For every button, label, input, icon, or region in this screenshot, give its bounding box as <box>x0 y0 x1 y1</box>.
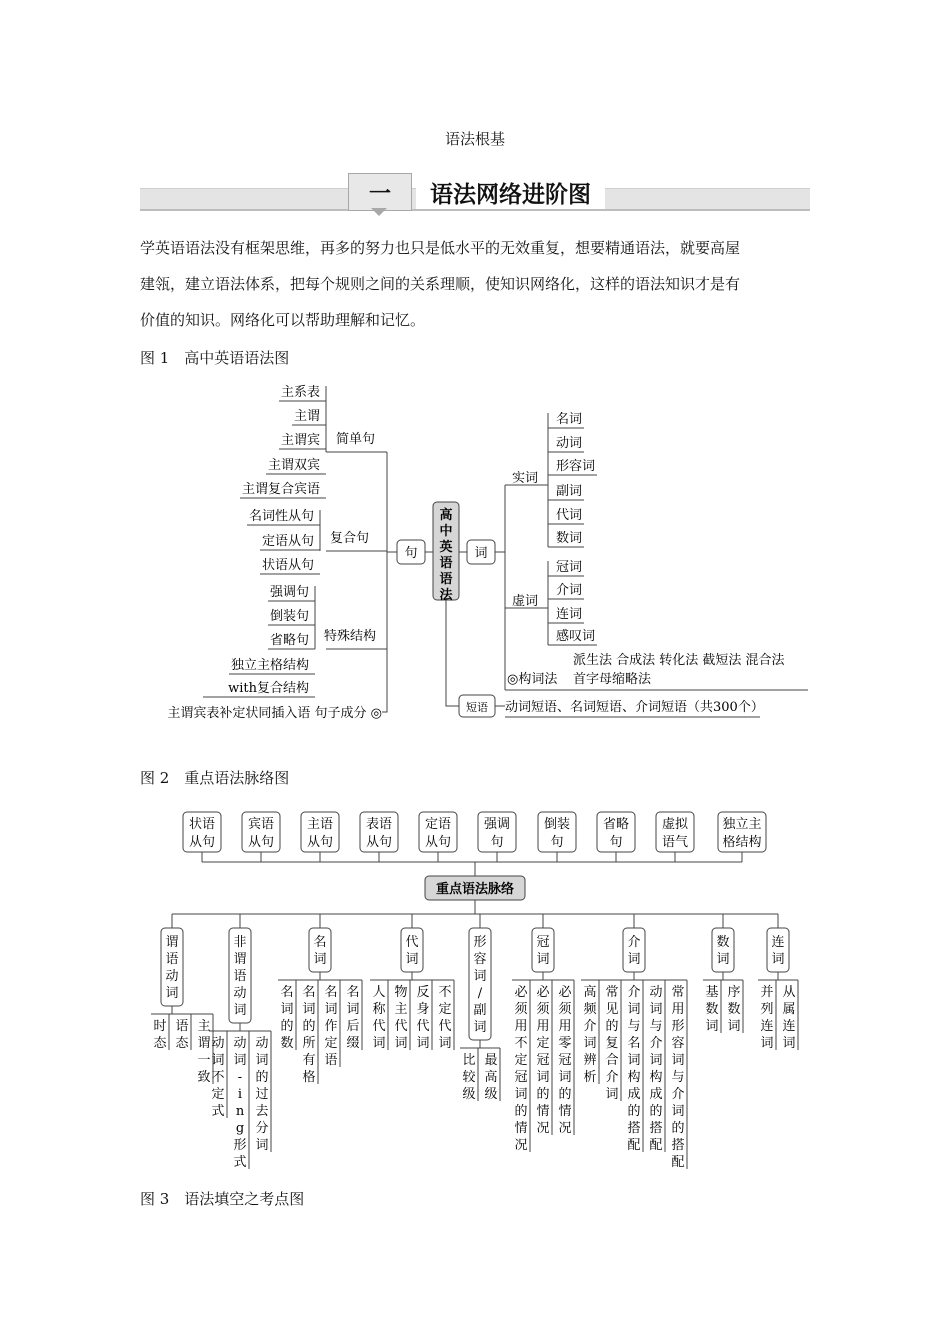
intro-line-3: 价值的知识。网络化可以帮助理解和记忆。 <box>140 311 426 329</box>
fig2-sub-char: 词 <box>583 1036 597 1051</box>
intro-line-2: 建瓴，建立语法体系，把每个规则之间的关系理顺，使知识网络化，这样的语法知识才是有 <box>140 275 741 293</box>
fig1-simple-item: 主谓复合宾语 <box>241 482 320 497</box>
fig2-sub-char: 介 <box>649 1036 663 1051</box>
fig2-sub-char: 代 <box>438 1019 452 1034</box>
fig2-sub-char: 须 <box>536 1002 550 1017</box>
fig2-top-box-line1: 倒装 <box>543 817 571 832</box>
fig1-special-item: 倒装句 <box>269 609 309 624</box>
fig2-sub-char: 况 <box>558 1121 572 1136</box>
fig2-sub-char: 高 <box>583 985 597 1000</box>
fig1-simple-item: 主谓双宾 <box>267 458 320 473</box>
fig2-col-title-char: 词 <box>771 952 785 967</box>
fig2-sub-char: i <box>237 1087 243 1102</box>
fig2-top-box-line2: 从句 <box>365 835 393 850</box>
fig2-sub-char: 时 <box>153 1019 167 1034</box>
fig2-sub-char: 冠 <box>536 1053 550 1068</box>
fig2-sub-char: 成 <box>627 1087 641 1102</box>
fig2-sub-char: n <box>235 1104 245 1119</box>
fig2-sub-char: 连 <box>760 1019 774 1034</box>
fig2-sub-char: 动 <box>649 985 663 1000</box>
fig2-sub-char: g <box>235 1121 245 1136</box>
fig2-sub-char: 用 <box>558 1019 572 1034</box>
fig2-sub-char: 式 <box>211 1104 225 1119</box>
fig2-col-title-char: 词 <box>473 969 487 984</box>
fig2-sub-char: 复 <box>605 1036 619 1051</box>
fig2-col-title-char: 容 <box>473 952 487 967</box>
fig2-sub-char: 的 <box>514 1104 528 1119</box>
fig2-top-box-line1: 独立主 <box>722 817 762 832</box>
fig2-sub-char: 分 <box>255 1121 269 1136</box>
fig2-sub-char: 级 <box>462 1087 476 1102</box>
fig1-center-char: 高 <box>439 508 453 523</box>
fig2-col-title-char: 谓 <box>165 935 179 950</box>
fig2-sub-char: 词 <box>416 1036 430 1051</box>
fig1-formation-line2: 首字母缩略法 <box>573 672 652 687</box>
fig1-content-item: 数词 <box>556 531 583 546</box>
fig1-special-item: 强调句 <box>269 585 309 600</box>
fig2-sub-char: 基 <box>705 985 719 1000</box>
fig2-sub-char: 不 <box>514 1036 528 1051</box>
fig2-sub-char: 词 <box>255 1138 269 1153</box>
fig1-center-char: 语 <box>439 572 453 587</box>
fig2-sub-char: 构 <box>627 1070 641 1085</box>
fig1-special-label: 特殊结构 <box>324 629 377 644</box>
fig2-sub-char: 缀 <box>346 1036 360 1051</box>
fig2-sub-char: 用 <box>514 1019 528 1034</box>
fig2-col-title-char: 词 <box>405 952 419 967</box>
fig1-complex-item: 状语从句 <box>261 558 314 573</box>
fig2-sub-char: 词 <box>514 1087 528 1102</box>
fig2-sub-char: 动 <box>211 1036 225 1051</box>
fig2-sub-char: 反 <box>416 985 430 1000</box>
fig2-sub-char: 冠 <box>558 1053 572 1068</box>
fig2-col-title-char: 词 <box>536 952 550 967</box>
fig2-sub-char: 比 <box>462 1053 476 1068</box>
fig2-sub-char: 词 <box>280 1002 294 1017</box>
fig1-content-label: 实词 <box>512 471 539 486</box>
fig2-sub-char: 的 <box>280 1019 294 1034</box>
fig2-sub-char: 词 <box>605 1087 619 1102</box>
fig1-content-item: 代词 <box>556 508 583 523</box>
fig2-col-title-char: 副 <box>473 1003 487 1018</box>
fig2-sub-char: 的 <box>255 1070 269 1085</box>
fig2-sub-char: 词 <box>536 1070 550 1085</box>
fig2-sub-char: 析 <box>583 1070 597 1085</box>
fig2-sub-char: 一 <box>197 1053 211 1068</box>
fig2-sub-char: 介 <box>627 985 641 1000</box>
fig2-sub-char: 词 <box>671 1104 685 1119</box>
fig2-sub-char: 情 <box>514 1121 528 1136</box>
fig2-sub-char: 过 <box>255 1087 269 1102</box>
fig2-sub-char: 动 <box>255 1036 269 1051</box>
fig2-sub-char: 必 <box>558 985 572 1000</box>
fig2-top-box-line2: 语气 <box>661 835 689 850</box>
fig2-sub-char: 词 <box>211 1053 225 1068</box>
fig2-sub-char: 定 <box>536 1036 550 1051</box>
fig2-sub-char: 形 <box>671 1019 685 1034</box>
fig2-col-title-char: 介 <box>627 935 641 950</box>
fig1-function-item: 介词 <box>556 583 583 598</box>
fig1-special-item: 独立主格结构 <box>230 658 309 673</box>
fig1-center-char: 英 <box>439 540 453 555</box>
fig1-function-item: 感叹词 <box>556 629 596 644</box>
fig2-sub-char: 较 <box>462 1070 476 1085</box>
fig1-center-char: 中 <box>439 524 453 539</box>
fig2-sub-char: 况 <box>514 1138 528 1153</box>
fig2-top-box-line1: 强调 <box>483 817 511 832</box>
fig2-sub-char: 词 <box>782 1036 796 1051</box>
fig1-simple-item: 主谓 <box>293 409 320 424</box>
fig2-sub-char: 从 <box>782 985 796 1000</box>
fig2-sub-char: 词 <box>627 1002 641 1017</box>
fig2-sub-char: 用 <box>536 1019 550 1034</box>
fig2-sub-char: 名 <box>280 985 294 1000</box>
fig2-sub-char: 有 <box>302 1053 316 1068</box>
fig2-sub-char: 配 <box>649 1138 663 1153</box>
fig2-sub-char: 的 <box>671 1121 685 1136</box>
fig1-word-label: 词 <box>474 546 488 561</box>
fig2-sub-char: 零 <box>558 1036 572 1051</box>
section-title: 语法网络进阶图 <box>416 176 605 209</box>
fig1-function-item: 连词 <box>556 607 583 622</box>
fig2-sub-char: 代 <box>416 1019 430 1034</box>
fig2-sub-char: 代 <box>372 1019 386 1034</box>
fig2-sub-char: 的 <box>558 1087 572 1102</box>
fig1-formation-line1: 派生法 合成法 转化法 截短法 混合法 <box>573 653 785 668</box>
fig2-sub-char: 不 <box>438 985 452 1000</box>
fig2-sub-char: 高 <box>484 1070 498 1085</box>
fig1-simple-label: 简单句 <box>336 432 376 447</box>
fig2-sub-char: 所 <box>302 1036 316 1051</box>
fig2-sub-char: 构 <box>649 1070 663 1085</box>
fig2-sub-char: 并 <box>760 985 774 1000</box>
fig2-col-title-char: / <box>477 986 483 1001</box>
fig1-phrase-label: 短语 <box>466 701 488 714</box>
fig2-top-box-line2: 句 <box>609 835 623 850</box>
fig2-sub-char: 介 <box>605 1070 619 1085</box>
fig1-content-item: 动词 <box>556 436 583 451</box>
fig2-sub-char: 最 <box>484 1053 498 1068</box>
fig2-sub-char: 见 <box>605 1002 619 1017</box>
fig2-top-box-line2: 从句 <box>424 835 452 850</box>
fig2-sub-char: 数 <box>705 1002 719 1017</box>
fig2-sub-char: 词 <box>649 1053 663 1068</box>
fig2-caption: 图 2 重点语法脉络图 <box>140 769 290 787</box>
fig2-sub-char: 名 <box>346 985 360 1000</box>
fig2-sub-char: 名 <box>627 1036 641 1051</box>
fig2-top-box-line1: 省略 <box>602 817 630 832</box>
fig2-sub-char: 配 <box>627 1138 641 1153</box>
fig2-sub-char: 词 <box>438 1036 452 1051</box>
fig2-sub-char: 后 <box>346 1019 360 1034</box>
fig2-sub-char: 定 <box>514 1053 528 1068</box>
fig2-sub-char: 主 <box>394 1002 408 1017</box>
fig1-components: 主谓宾表补定状同插入语 句子成分 ◎ <box>167 706 382 721</box>
fig2-sub-char: 态 <box>153 1036 167 1051</box>
fig3-caption: 图 3 语法填空之考点图 <box>140 1190 305 1208</box>
fig2-sub-char: 级 <box>484 1087 498 1102</box>
fig2-sub-char: 不 <box>211 1070 225 1085</box>
fig1-complex-item: 定语从句 <box>261 534 314 549</box>
fig2-sub-char: 必 <box>514 985 528 1000</box>
fig2-col-title-char: 语 <box>165 952 179 967</box>
fig2-sub-char: 用 <box>671 1002 685 1017</box>
fig2-sub-char: 情 <box>558 1104 572 1119</box>
fig2-sub-char: 况 <box>536 1121 550 1136</box>
fig2-sub-char: 辨 <box>583 1053 597 1068</box>
fig2-sub-char: 动 <box>233 1036 247 1051</box>
fig2-sub-char: 语 <box>324 1053 338 1068</box>
fig2-top-box-line1: 表语 <box>365 817 393 832</box>
fig2-sub-char: 词 <box>727 1019 741 1034</box>
fig2-sub-char: 的 <box>536 1087 550 1102</box>
fig2-sub-char: 谓 <box>197 1036 211 1051</box>
fig2-sub-char: 词 <box>324 1002 338 1017</box>
fig2-sub-char: 搭 <box>671 1138 685 1153</box>
fig2-sub-char: 搭 <box>649 1121 663 1136</box>
fig1-special-item: with复合结构 <box>228 681 309 696</box>
fig2-sub-char: 词 <box>671 1053 685 1068</box>
fig2-sub-char: 人 <box>372 985 386 1000</box>
fig2-sub-char: 词 <box>649 1002 663 1017</box>
fig2-top-box-line2: 从句 <box>306 835 334 850</box>
fig2-sub-char: 与 <box>671 1070 685 1085</box>
fig2-sub-char: 与 <box>649 1019 663 1034</box>
fig2-sub-char: 的 <box>302 1019 316 1034</box>
fig2-col-title-char: 名 <box>313 935 327 950</box>
fig2-sub-char: 列 <box>760 1002 774 1017</box>
fig2-col-title-char: 词 <box>473 1020 487 1035</box>
fig2-sub-char: 词 <box>346 1002 360 1017</box>
fig2-sub-char: 词 <box>705 1019 719 1034</box>
fig2-col-title-char: 形 <box>473 935 487 950</box>
fig1-simple-item: 主谓宾 <box>280 433 320 448</box>
fig2-top-box-line2: 格结构 <box>722 835 762 850</box>
fig1-complex-item: 名词性从句 <box>248 509 314 524</box>
fig2-sub-char: 词 <box>233 1053 247 1068</box>
fig2-sub-char: 词 <box>255 1053 269 1068</box>
fig1-function-item: 冠词 <box>556 560 583 575</box>
fig2-sub-char: 冠 <box>514 1070 528 1085</box>
fig2-top-box-line1: 主语 <box>306 817 334 832</box>
intro-line-1: 学英语语法没有框架思维，再多的努力也只是低水平的无效重复，想要精通语法，就要高屋 <box>140 239 741 257</box>
fig1-function-label: 虚词 <box>512 594 539 609</box>
fig2-col-title-char: 动 <box>233 986 247 1001</box>
fig1-caption: 图 1 高中英语语法图 <box>140 349 290 367</box>
fig2-sub-char: 定 <box>438 1002 452 1017</box>
fig2-sub-char: 词 <box>627 1053 641 1068</box>
fig2-sub-char: 介 <box>583 1019 597 1034</box>
fig2-sub-char: 词 <box>760 1036 774 1051</box>
fig2-sub-char: 配 <box>671 1155 685 1170</box>
fig1-formation-label: ◎构词法 <box>507 672 558 687</box>
section-number: 一 <box>348 173 412 211</box>
fig2-sub-char: 身 <box>416 1002 430 1017</box>
fig1-content-item: 名词 <box>556 412 583 427</box>
fig2-sub-char: 的 <box>649 1104 663 1119</box>
fig2-sub-char: 形 <box>233 1138 247 1153</box>
fig1-phrase-text: 动词短语、名词短语、介词短语（共300个） <box>505 700 764 715</box>
fig2-sub-char: 介 <box>671 1087 685 1102</box>
fig2-sub-char: 词 <box>394 1036 408 1051</box>
fig1-complex-label: 复合句 <box>330 531 370 546</box>
fig1-content-item: 副词 <box>556 484 583 499</box>
fig2-sub-char: 合 <box>605 1053 619 1068</box>
fig2-col-title-char: 词 <box>627 952 641 967</box>
fig1-center-char: 法 <box>439 588 453 603</box>
fig2-sub-char: 态 <box>175 1036 189 1051</box>
fig2-col-title-char: 词 <box>313 952 327 967</box>
fig2-sub-char: 连 <box>782 1019 796 1034</box>
fig2-center-label: 重点语法脉络 <box>435 882 515 897</box>
fig2-sub-char: 主 <box>197 1019 211 1034</box>
fig2-sub-char: 语 <box>175 1019 189 1034</box>
fig2-sub-char: 数 <box>727 1002 741 1017</box>
fig2-sub-char: 式 <box>233 1155 247 1170</box>
fig2-sub-char: 常 <box>605 985 619 1000</box>
fig2-sub-char: 称 <box>372 1002 386 1017</box>
fig2-sub-char: 与 <box>627 1019 641 1034</box>
fig1-content-item: 形容词 <box>556 459 596 474</box>
fig2-sub-char: 定 <box>211 1087 225 1102</box>
fig2-top-box-line1: 定语 <box>424 817 452 832</box>
fig2-col-title-char: 冠 <box>536 935 550 950</box>
fig2-sub-char: 作 <box>324 1019 338 1034</box>
fig2-top-box-line2: 句 <box>550 835 564 850</box>
fig2-sub-char: 词 <box>372 1036 386 1051</box>
fig2-col-title-char: 词 <box>716 952 730 967</box>
fig2-sub-char: 容 <box>671 1036 685 1051</box>
fig2-top-box-line2: 从句 <box>247 835 275 850</box>
fig2-col-title-char: 数 <box>716 935 730 950</box>
fig2-sub-char: 词 <box>302 1002 316 1017</box>
fig2-sub-char: 成 <box>649 1087 663 1102</box>
fig2-sub-char: 搭 <box>627 1121 641 1136</box>
fig2-top-box-line1: 状语 <box>188 817 216 832</box>
fig2-col-title-char: 词 <box>165 986 179 1001</box>
fig1-special-item: 省略句 <box>269 633 309 648</box>
fig2-col-title-char: 非 <box>233 935 247 950</box>
fig2-col-title-char: 代 <box>405 935 419 950</box>
fig2-col-title-char: 词 <box>233 1003 247 1018</box>
fig2-sub-char: 必 <box>536 985 550 1000</box>
fig2-top-box-line2: 从句 <box>188 835 216 850</box>
fig2-sub-char: 名 <box>324 985 338 1000</box>
fig2-sub-char: 须 <box>514 1002 528 1017</box>
fig2-sub-char: 序 <box>727 985 741 1000</box>
fig1-center-char: 语 <box>439 556 453 571</box>
fig1-sentence-label: 句 <box>404 546 418 561</box>
fig2-sub-char: 须 <box>558 1002 572 1017</box>
fig2-sub-char: 格 <box>302 1070 316 1085</box>
fig2-sub-char: 属 <box>782 1002 796 1017</box>
page-title: 语法根基 <box>444 130 505 148</box>
fig2-sub-char: 致 <box>197 1070 211 1085</box>
fig2-sub-char: 定 <box>324 1036 338 1051</box>
fig2-sub-char: 常 <box>671 985 685 1000</box>
fig2-col-title-char: 语 <box>233 969 247 984</box>
fig2-sub-char: 去 <box>255 1104 269 1119</box>
fig2-top-box-line1: 虚拟 <box>661 817 689 832</box>
fig2-sub-char: 词 <box>558 1070 572 1085</box>
fig2-col-title-char: 谓 <box>233 952 247 967</box>
fig2-sub-char: 的 <box>605 1019 619 1034</box>
fig2-top-box-line2: 句 <box>490 835 504 850</box>
fig2-sub-char: 情 <box>536 1104 550 1119</box>
fig2-sub-char: 频 <box>583 1002 597 1017</box>
fig1-simple-item: 主系表 <box>280 385 320 400</box>
fig2-sub-char: 物 <box>394 985 408 1000</box>
fig2-sub-char: 数 <box>280 1036 294 1051</box>
fig2-sub-char: 名 <box>302 985 316 1000</box>
fig2-top-box-line1: 宾语 <box>247 817 275 832</box>
fig2-col-title-char: 动 <box>165 969 179 984</box>
fig2-sub-char: 代 <box>394 1019 408 1034</box>
fig2-col-title-char: 连 <box>771 935 785 950</box>
fig2-sub-char: - <box>237 1070 243 1085</box>
fig2-sub-char: 的 <box>627 1104 641 1119</box>
